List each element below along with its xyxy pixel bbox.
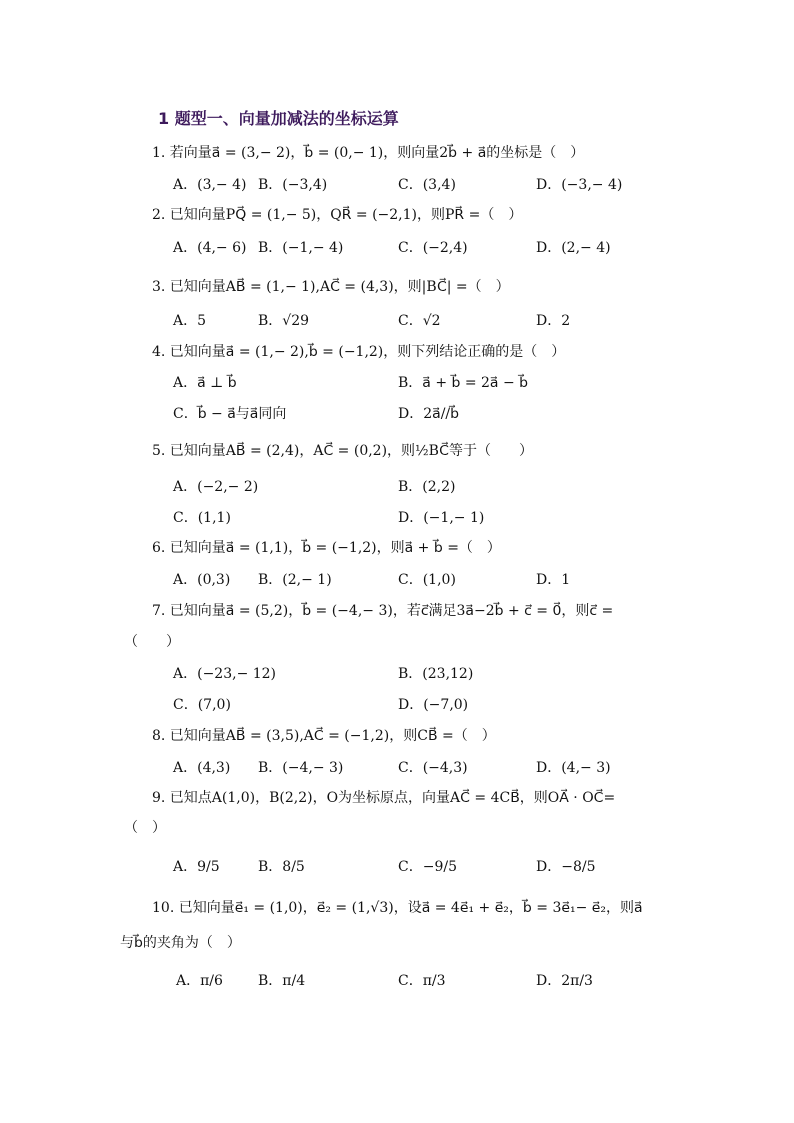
question-8-option-a: A．(4,3): [173, 760, 231, 776]
question-2-option-b: B．(−1,− 4): [258, 240, 344, 256]
question-3-option-a: A．5: [173, 313, 207, 329]
question-3-option-b: B．√29: [258, 313, 310, 329]
question-3-option-c: C．√2: [398, 313, 441, 329]
question-10-stem-continuation: 与b⃗的夹角为（ ）: [120, 935, 241, 951]
question-3-option-d: D．2: [536, 313, 571, 329]
question-7-option-c: C．(7,0): [173, 697, 231, 713]
question-7-option-d: D．(−7,0): [398, 697, 469, 713]
question-10-stem: 10. 已知向量e⃗₁ = (1,0)，e⃗₂ = (1,√3)，设a⃗ = 4e⃗₁ + e⃗₂，b⃗ = 3e⃗₁− e⃗₂，则a⃗: [152, 900, 643, 916]
question-2-stem: 2. 已知向量PQ⃗ = (1,− 5)，QR⃗ = (−2,1)，则PR⃗ =（ ）: [152, 207, 523, 223]
question-8-stem: 8. 已知向量AB⃗ = (3,5),AC⃗ = (−1,2)，则CB⃗ =（ ）: [152, 728, 496, 744]
question-7-option-b: B．(23,12): [398, 666, 474, 682]
question-10-option-d: D．2π/3: [536, 973, 593, 989]
question-9-option-b: B．8/5: [258, 859, 305, 875]
question-1-option-a: A．(3,− 4): [173, 177, 247, 193]
question-4-option-c: C．b⃗ − a⃗与a⃗同向: [173, 406, 287, 422]
question-6-option-d: D．1: [536, 572, 571, 588]
section-title: 1 题型一、向量加减法的坐标运算: [158, 109, 399, 128]
question-7-stem: 7. 已知向量a⃗ = (5,2)，b⃗ = (−4,− 3)，若c⃗满足3a⃗−2b⃗ + c⃗ = 0⃗，则c⃗ =: [152, 603, 614, 619]
question-2-option-a: A．(4,− 6): [173, 240, 247, 256]
question-6-option-a: A．(0,3): [173, 572, 231, 588]
question-10-option-b: B．π/4: [258, 973, 306, 989]
question-6-stem: 6. 已知向量a⃗ = (1,1)，b⃗ = (−1,2)，则a⃗ + b⃗ =（ ）: [152, 540, 501, 556]
question-10-option-c: C．π/3: [398, 973, 446, 989]
question-8-option-b: B．(−4,− 3): [258, 760, 344, 776]
question-5-option-d: D．(−1,− 1): [398, 510, 485, 526]
question-7-option-a: A．(−23,− 12): [173, 666, 277, 682]
question-9-option-c: C．−9/5: [398, 859, 457, 875]
question-5-option-b: B．(2,2): [398, 479, 456, 495]
question-9-option-a: A．9/5: [173, 859, 220, 875]
question-4-stem: 4. 已知向量a⃗ = (1,− 2),b⃗ = (−1,2)，则下列结论正确的是（ ）: [152, 344, 566, 360]
question-6-option-b: B．(2,− 1): [258, 572, 332, 588]
question-9-option-d: D．−8/5: [536, 859, 596, 875]
question-10-option-a: A．π/6: [176, 973, 223, 989]
question-5-option-c: C．(1,1): [173, 510, 231, 526]
question-4-option-b: B．a⃗ + b⃗ = 2a⃗ − b⃗: [398, 375, 529, 391]
question-1-option-d: D．(−3,− 4): [536, 177, 623, 193]
question-8-option-c: C．(−4,3): [398, 760, 468, 776]
question-7-stem-continuation: （ ）: [124, 634, 180, 650]
question-9-stem-continuation: （ ）: [124, 820, 166, 836]
question-5-stem: 5. 已知向量AB⃗ = (2,4)，AC⃗ = (0,2)，则½BC⃗等于（ ）: [152, 443, 533, 459]
question-4-option-d: D．2a⃗//b⃗: [398, 406, 460, 422]
question-2-option-c: C．(−2,4): [398, 240, 468, 256]
question-5-option-a: A．(−2,− 2): [173, 479, 259, 495]
question-1-stem: 1. 若向量a⃗ = (3,− 2)，b⃗ = (0,− 1)，则向量2b⃗ + a⃗的坐标是（ ）: [152, 145, 585, 161]
question-1-option-b: B．(−3,4): [258, 177, 328, 193]
question-6-option-c: C．(1,0): [398, 572, 456, 588]
question-8-option-d: D．(4,− 3): [536, 760, 611, 776]
question-9-stem: 9. 已知点A(1,0)，B(2,2)，O为坐标原点，向量AC⃗ = 4CB⃗，则OA⃗ · OC⃗=: [152, 790, 616, 806]
question-1-option-c: C．(3,4): [398, 177, 456, 193]
question-4-option-a: A．a⃗ ⊥ b⃗: [173, 375, 237, 391]
question-2-option-d: D．(2,− 4): [536, 240, 611, 256]
question-3-stem: 3. 已知向量AB⃗ = (1,− 1),AC⃗ = (4,3)，则|BC⃗| =（ ）: [152, 279, 510, 295]
